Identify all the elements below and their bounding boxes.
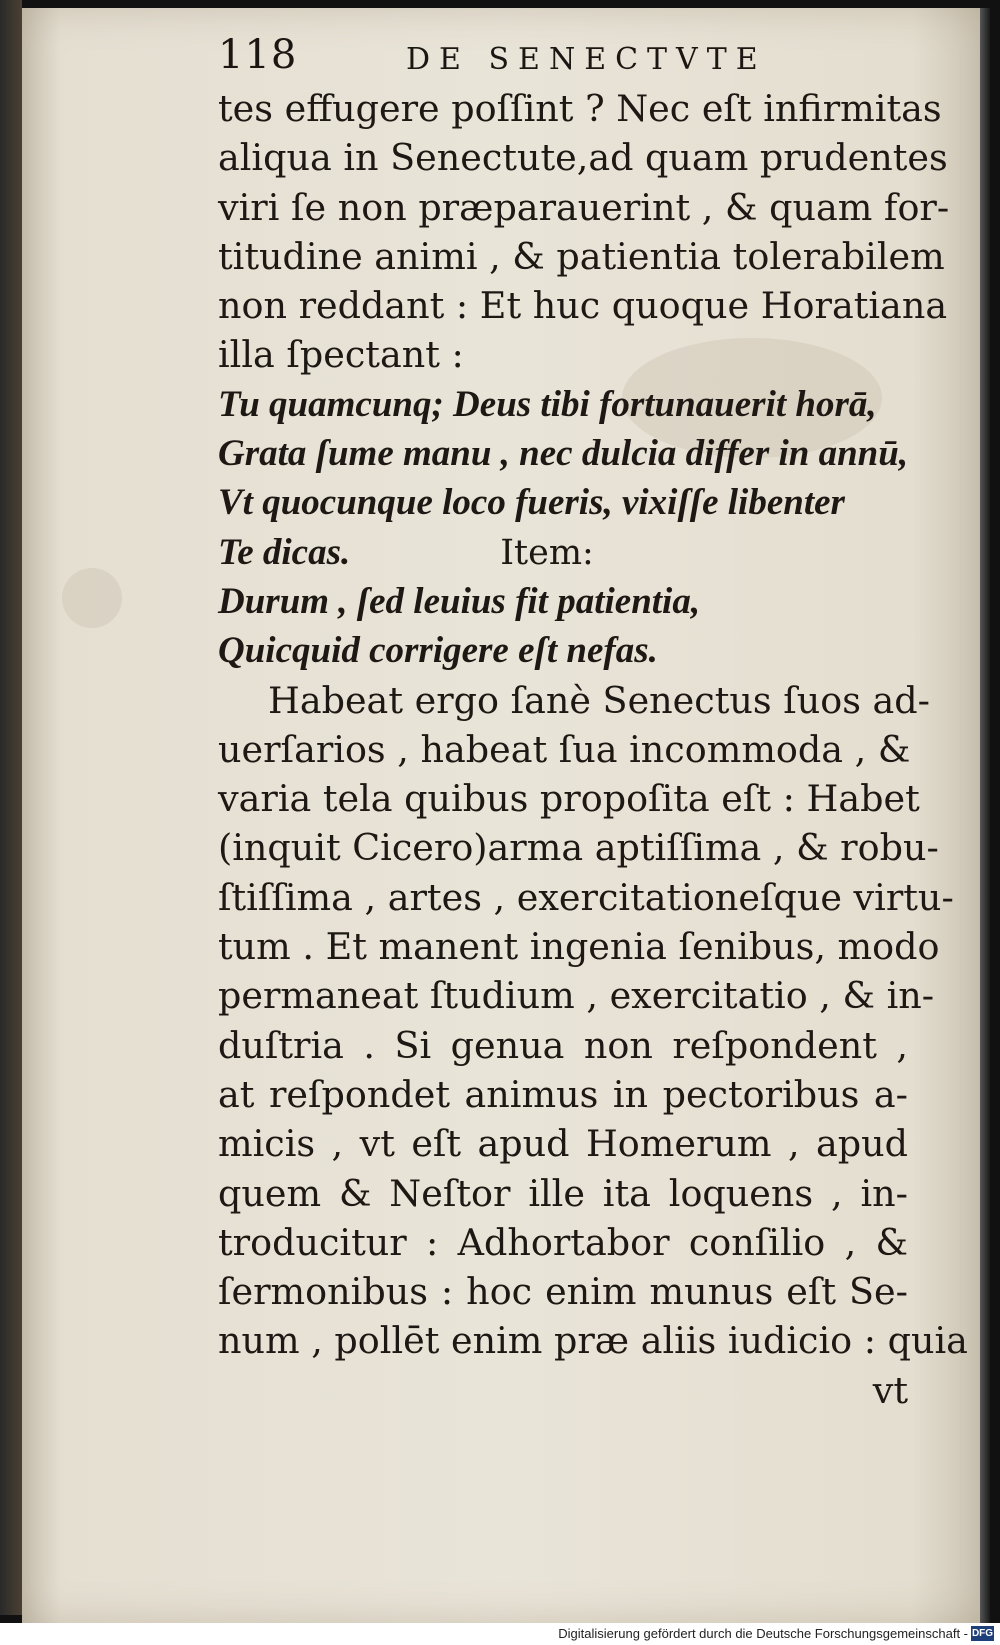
running-title: DE SENECTVTE <box>406 42 767 77</box>
text-line: tum . Et manent ingenia ſenibus, modo <box>218 925 940 969</box>
verse-text: Te dicas. <box>218 531 351 573</box>
verse-line: Vt quocunque loco fueris, vixiſſe libenter <box>218 482 845 524</box>
verse-line: Durum , ſed leuius fit patientia, <box>218 580 701 622</box>
text-line: (inquit Cicero)arma aptiſſima , & robu- <box>218 826 939 870</box>
text-line: tes effugere poſſint ? Nec eſt infirmitas <box>218 87 942 130</box>
text-line: viri ſe non præparauerint , & quam for- <box>218 185 950 229</box>
text-line: ſermonibus : hoc enim munus eſt Se- <box>218 1270 908 1314</box>
verse-line <box>218 528 908 577</box>
digitization-footer <box>0 1623 1000 1645</box>
text-line: micis , vt eſt apud Homerum , apud <box>218 1122 908 1166</box>
verse-line: Grata ſume manu , nec dulcia differ in annū, <box>218 433 909 475</box>
text-line: titudine animi , & patientia tolerabilem <box>218 234 945 278</box>
text-line: permaneat ſtudium , exercitatio , & in- <box>218 974 935 1018</box>
text-line: at reſpondet animus in pectoribus a- <box>218 1072 908 1116</box>
page-number: 118 <box>218 32 298 78</box>
paper-stain <box>62 568 122 628</box>
text-line: illa ſpectant : <box>218 333 464 377</box>
body-text <box>218 84 968 1415</box>
dfg-logo: DFG <box>971 1628 994 1639</box>
funding-credit: Digitalisierung gefördert durch die Deutsche Forschungsgemeinschaft - <box>558 1626 968 1641</box>
text-line: aliqua in Senectute,ad quam prudentes <box>218 136 948 180</box>
text-line: ſtiſſima , artes , exercitationeſque virtu- <box>218 875 954 919</box>
text-line: uerſarios , habeat ſua incommoda , & <box>218 727 911 771</box>
text-line: Habeat ergo ſanè Senectus ſuos ad- <box>268 678 931 722</box>
catchword: vt <box>872 1368 908 1412</box>
text-line: duſtria . Si genua non reſpondent , <box>218 1023 908 1067</box>
text-line: non reddant : Et huc quoque Horatiana <box>218 284 948 328</box>
page-header <box>218 32 778 82</box>
text-line: quem & Neſtor ille ita loquens , in- <box>218 1171 908 1215</box>
item-label: Item: <box>500 532 594 573</box>
verse-line: Tu quamcunq; Deus tibi fortunauerit horā, <box>218 383 877 425</box>
text-line: troducitur : Adhortabor conſilio , & <box>218 1220 908 1264</box>
verse-line: Quicquid corrigere eſt nefas. <box>218 630 658 672</box>
text-line: num , pollēt enim præ aliis iudicio : quia <box>218 1319 968 1363</box>
text-line: varia tela quibus propoſita eſt : Habet <box>218 777 920 821</box>
book-left-edge <box>0 0 22 1615</box>
book-spine-edge <box>980 8 990 1623</box>
